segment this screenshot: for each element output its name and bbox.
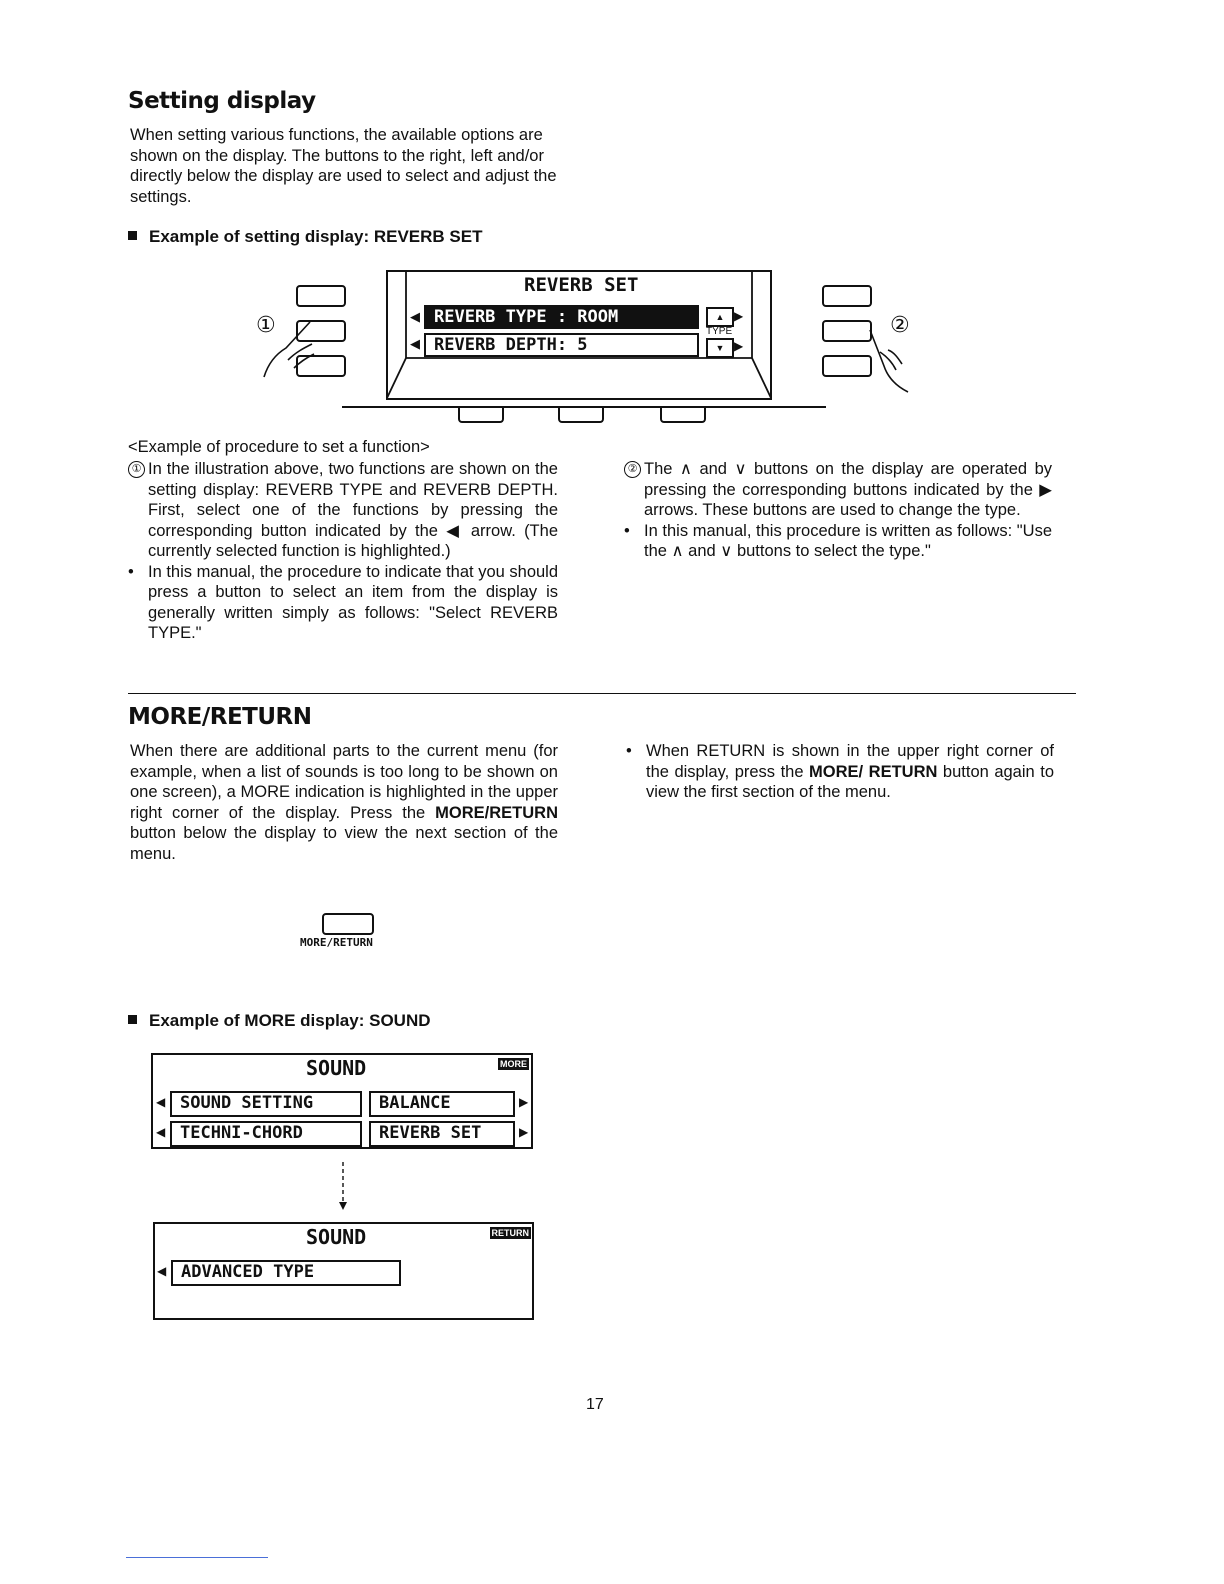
procedure-note-2: • In this manual, this procedure is written as follows: "Use the ∧ and ∨ buttons to select the type."	[624, 521, 1052, 560]
section-divider	[128, 693, 1076, 694]
return-badge: RETURN	[491, 1228, 529, 1238]
sound-display-more	[151, 1053, 533, 1149]
step-2-number: ②	[624, 461, 641, 478]
bottom-button-1[interactable]	[458, 407, 504, 423]
reverb-set-illustration	[250, 262, 930, 432]
type-down-button[interactable]: ▼	[706, 338, 734, 358]
type-label: TYPE	[706, 326, 733, 337]
row-reverb-depth[interactable]: REVERB DEPTH: 5	[424, 333, 699, 357]
more-return-label: MORE/RETURN	[300, 936, 373, 949]
sound-display-return	[153, 1222, 534, 1320]
arrow-left-icon: ◀	[156, 1125, 166, 1139]
intro-paragraph: When setting various functions, the available options are shown on the display. The buttons to the right, left and/or directly below the display are used to select and adjust the settings.	[130, 126, 557, 206]
procedure-step-1: ① In the illustration above, two functions are shown on the setting display: REVERB TYPE and REVERB DEPTH. First, select one of the functions by pressing the corresponding button indicated by the ◀ arrow. (The currently selected function is highlighted.)	[128, 459, 558, 562]
example-heading-more: Example of MORE display: SOUND	[128, 1011, 431, 1031]
step-1-number: ①	[128, 461, 145, 478]
arrow-left-icon: ◀	[410, 336, 420, 351]
menu-reverb-set[interactable]: REVERB SET	[369, 1121, 515, 1147]
callout-1: ①	[256, 312, 276, 337]
arrow-left-icon: ◀	[156, 1095, 166, 1109]
down-arrow-icon	[336, 1160, 350, 1212]
example-heading-reverb: Example of setting display: REVERB SET	[128, 227, 482, 247]
menu-advanced-type[interactable]: ADVANCED TYPE	[171, 1260, 401, 1286]
more-badge: MORE	[500, 1059, 527, 1069]
pressing-hand-icon	[862, 322, 922, 402]
arrow-right-icon: ▶	[734, 309, 744, 323]
menu-techni-chord[interactable]: TECHNI-CHORD	[170, 1121, 362, 1147]
bottom-button-2[interactable]	[558, 407, 604, 423]
arrow-left-icon: ◀	[410, 309, 420, 324]
type-up-button[interactable]: ▲	[706, 307, 734, 327]
procedure-note-1: • In this manual, the procedure to indicate that you should press a button to select an item from the display is generally written simply as follows: "Select REVERB TYPE."	[128, 562, 559, 642]
reverb-display-title: REVERB SET	[524, 274, 639, 296]
page-number: 17	[586, 1396, 604, 1413]
pressing-hand-icon	[250, 302, 360, 382]
procedure-right-column	[624, 459, 1052, 562]
procedure-step-2: ② The ∧ and ∨ buttons on the display are operated by pressing the corresponding buttons indicated by the ▶ arrows. These buttons are used to change the type.	[624, 459, 1052, 521]
procedure-heading: <Example of procedure to set a function>	[128, 438, 430, 456]
arrow-right-icon: ▶	[519, 1095, 529, 1109]
callout-2: ②	[890, 312, 910, 337]
section-title-setting-display: Setting display	[128, 88, 316, 114]
arrow-left-icon: ◀	[157, 1264, 167, 1278]
right-button-1[interactable]	[822, 285, 872, 307]
sound-title: SOUND	[306, 1225, 367, 1249]
bottom-button-3[interactable]	[660, 407, 706, 423]
menu-sound-setting[interactable]: SOUND SETTING	[170, 1091, 362, 1117]
row-reverb-type[interactable]: REVERB TYPE : ROOM	[424, 305, 699, 329]
sound-title: SOUND	[306, 1056, 367, 1080]
return-note: • When RETURN is shown in the upper right corner of the display, press the MORE/ RETURN button again to view the first section of the menu.	[626, 742, 1054, 801]
arrow-right-icon: ▶	[734, 339, 744, 353]
more-return-paragraph: When there are additional parts to the current menu (for example, when a list of sounds is too long to be shown on one screen), a MORE indication is highlighted in the upper right corner of the display. Press the MORE/RETURN button below the display to view the next section of the menu.	[130, 742, 558, 863]
arrow-right-icon: ▶	[519, 1125, 529, 1139]
menu-balance[interactable]: BALANCE	[369, 1091, 515, 1117]
footer-rule	[126, 1557, 268, 1558]
procedure-left-column	[128, 459, 558, 644]
section-title-more-return: MORE/RETURN	[128, 704, 312, 730]
more-return-button[interactable]	[322, 913, 374, 935]
